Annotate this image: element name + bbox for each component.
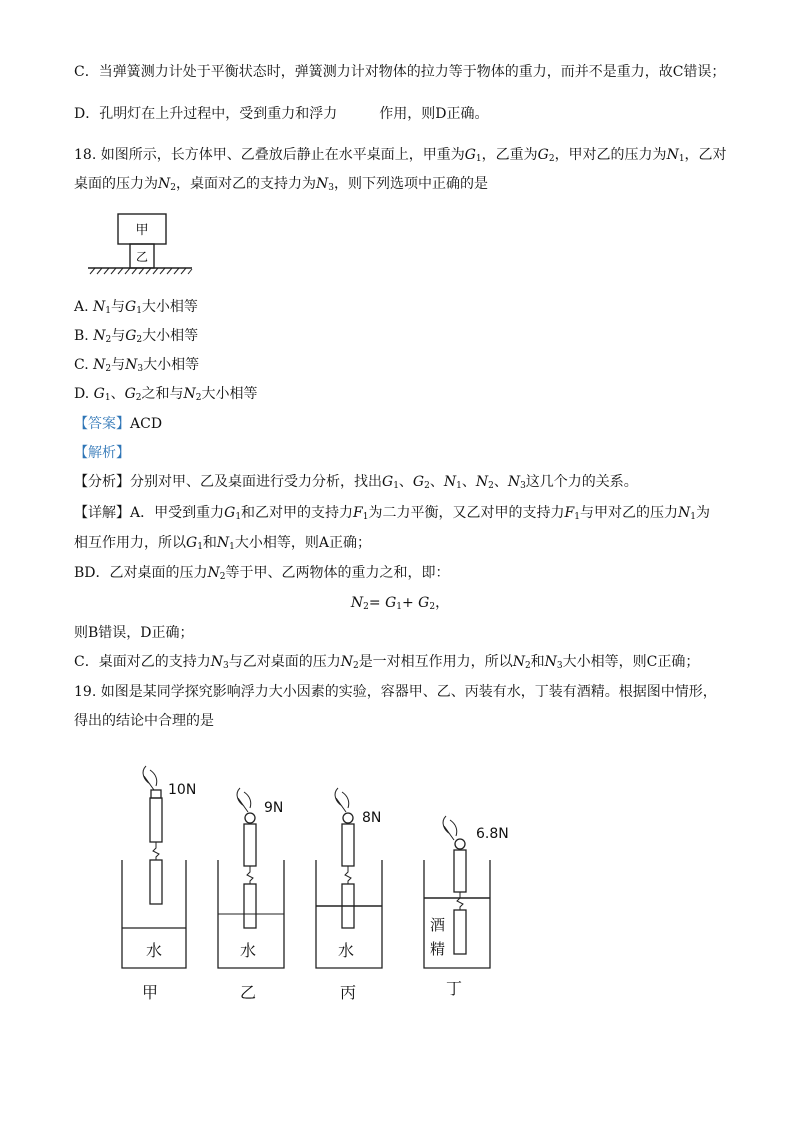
reading-bing: 8N	[362, 810, 382, 826]
detail-bd-line: BD．乙对桌面的压力$N_2$等于甲、乙两物体的重力之和，即：	[74, 565, 450, 582]
q19-stem-line2: 得出的结论中合理的是	[74, 713, 214, 729]
equation: $N_2= G_1+ G_2$，	[350, 595, 450, 612]
liquid-yi: 水	[240, 941, 257, 960]
option-c-text: C．当弹簧测力计处于平衡状态时，弹簧测力计对物体的拉力等于物体的重力，而并不是重力，故C错误；	[74, 64, 726, 80]
spring-scale-ding	[454, 850, 466, 892]
detail-line2: 相互作用力，所以$G_1$和$N_1$大小相等，则A正确；	[74, 535, 372, 552]
table-hatching	[90, 268, 192, 274]
liquid-jia: 水	[146, 941, 163, 960]
q18-option-a: A. $N_1$与$G_1$大小相等	[74, 299, 198, 316]
answer-line: 【答案】ACD	[74, 416, 163, 432]
liquid-bing: 水	[338, 941, 355, 960]
reading-jia: 10N	[168, 782, 197, 798]
cylinder-ding	[454, 910, 466, 954]
label-jia: 甲	[142, 983, 159, 1002]
liquid-ding-1: 酒	[430, 916, 446, 934]
q19-stem-line1: 19. 如图是某同学探究影响浮力大小因素的实验，容器甲、乙、丙装有水，丁装有酒精。根据图中情形，	[74, 684, 717, 700]
fenxi-line: 【分析】分别对甲、乙及桌面进行受力分析，找出$G_1$、$G_2$、$N_1$、$N_2$、$N_3$这几个力的关系。	[74, 474, 638, 491]
spring-scale-yi	[244, 824, 256, 866]
spring-scale-bing	[342, 824, 354, 866]
label-ding: 丁	[446, 979, 463, 998]
block-yi-label: 乙	[135, 250, 149, 264]
q19-figure	[110, 760, 530, 1010]
q18-figure	[84, 210, 196, 278]
label-yi: 乙	[240, 983, 257, 1002]
block-jia-label: 甲	[135, 223, 149, 238]
detail-b-wrong: 则B错误，D正确；	[74, 625, 194, 641]
reading-ding: 6.8N	[476, 826, 509, 842]
q18-option-c: C. $N_2$与$N_3$大小相等	[74, 357, 200, 374]
q18-option-d: D. $G_1$、$G_2$之和与$N_2$大小相等	[74, 386, 258, 403]
detail-line1: 【详解】A．甲受到重力$G_1$和乙对甲的支持力$F_1$为二力平衡，又乙对甲的支持力$F_1$与甲对乙的压力$N_1$为	[74, 505, 710, 522]
label-bing: 丙	[340, 983, 357, 1002]
q18-stem-line1: 18. 如图所示，长方体甲、乙叠放后静止在水平桌面上，甲重为$G_1$，乙重为$G_2$，甲对乙的压力为$N_1$，乙对	[74, 147, 727, 164]
detail-c-line: C．桌面对乙的支持力$N_3$与乙对桌面的压力$N_2$是一对相互作用力，所以$N_2$和$N_3$大小相等，则C正确；	[74, 654, 700, 671]
q18-option-b: B. $N_2$与$G_2$大小相等	[74, 328, 199, 345]
liquid-ding-2: 精	[430, 940, 446, 958]
cylinder-jia	[150, 860, 162, 904]
cylinder-yi	[244, 884, 256, 928]
analysis-tag: 【解析】	[74, 445, 130, 461]
reading-yi: 9N	[264, 800, 284, 816]
spring-scale-jia	[150, 798, 162, 842]
option-d-text: D．孔明灯在上升过程中，受到重力和浮力 作用，则D正确。	[74, 106, 489, 122]
q18-stem-line2: 桌面的压力为$N_2$，桌面对乙的支持力为$N_3$，则下列选项中正确的是	[74, 176, 488, 193]
